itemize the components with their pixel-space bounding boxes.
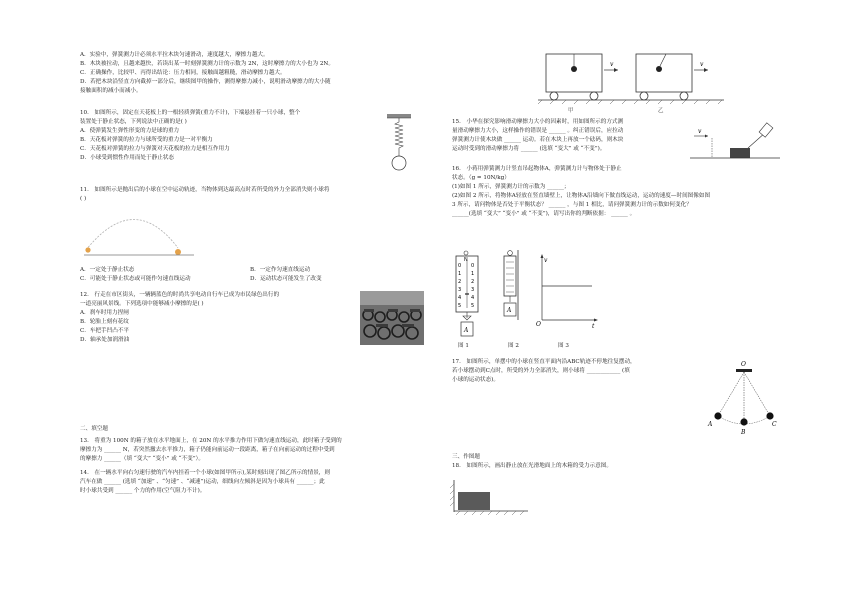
scale-1-left-4: 4 bbox=[458, 295, 462, 301]
q15-line-4: 运动时受到的滑动摩擦力将 ______ (选填 “变大” 或 “不变”)。 bbox=[452, 146, 606, 153]
wall-scale-figure-2 bbox=[502, 250, 522, 320]
q15-line-3: 弹簧测力计使木块做 ______ 运动。若在木块上再放一个砝码，则木块 bbox=[452, 137, 624, 144]
block-speed: v bbox=[698, 128, 702, 135]
question-17 bbox=[452, 358, 636, 385]
q9-options bbox=[80, 51, 334, 96]
shared-bikes-photo bbox=[360, 291, 424, 345]
scale-1-left-5: 5 bbox=[458, 303, 462, 309]
q9-option-d-cont: 接触面积的减小而减小。 bbox=[80, 88, 142, 95]
projectile-figure bbox=[84, 208, 194, 258]
q16-line-1: 16． 小蒋用弹簧测力计竖直吊起物体A，弹簧测力计与物体处于静止 bbox=[452, 166, 622, 172]
question-14 bbox=[80, 469, 330, 496]
box-on-ground-figure bbox=[452, 478, 532, 518]
section-2-title: 二、填空题 bbox=[80, 426, 108, 432]
section-3-title: 三、作图题 bbox=[452, 454, 480, 460]
q16-line-6: ______(选填 “变大” “变小” 或 “不变”)，请写出你的判断依据： ______ 。 bbox=[452, 211, 636, 218]
q11-stem-1: 11． 如图所示是抛出后的小球在空中运动轨迹，当物体到达最高点时若所受的外力全部消失则小球将 bbox=[80, 187, 330, 193]
q9-option-a: A．实验中，弹簧测力计必须水平拉木块匀速滑动，速度越大，摩擦力越大。 bbox=[80, 52, 269, 58]
q13-line-1: 13． 将重为 100N 的箱子放在水平地面上，在 20N 的水平推力作用下做匀速直线运动，此时箱子受到的 bbox=[80, 438, 342, 444]
q12-stem-1: 12． 行走在市区街头，一辆辆蓝色的时尚共享电动自行车已成为市民绿色出行的 bbox=[80, 292, 280, 298]
q11-options bbox=[80, 266, 420, 284]
object-a-2: A bbox=[507, 307, 512, 314]
question-10 bbox=[80, 109, 300, 163]
q15-line-1: 15． 小华在探究影响滑动摩擦力大小的因素时，用如图所示的方式测 bbox=[452, 119, 624, 125]
cart-b-label: 乙 bbox=[658, 108, 664, 114]
q16-line-5: 3 所示，请问物体是否处于平衡状态？ ______ ，与图 1 相比，请问弹簧测力计的示数如何变化？ bbox=[452, 202, 692, 209]
spring-scale-figure-1 bbox=[452, 250, 482, 338]
cart-b-speed: v bbox=[700, 61, 704, 68]
q9-option-b: B．木块被拉动，且越来越快，若读出某一时刻弹簧测力计的示数为 2N，这时摩擦力的大小也为 2N。 bbox=[80, 61, 334, 68]
question-13 bbox=[80, 437, 342, 464]
section-fill-in bbox=[80, 425, 108, 434]
scale-1-right-1: 1 bbox=[471, 271, 475, 277]
question-15 bbox=[452, 118, 623, 154]
q11-stem-2: ( ) bbox=[80, 196, 87, 203]
point-c-label: C bbox=[772, 421, 777, 428]
spring-ball-figure bbox=[385, 112, 415, 174]
scale-1-left-3: 3 bbox=[458, 287, 462, 293]
scale-1-right-3: 3 bbox=[471, 287, 475, 293]
q17-line-3: 小球的运动状态)。 bbox=[452, 377, 499, 384]
point-b-label: B bbox=[741, 429, 746, 436]
q13-line-2: 摩擦力为 ______ N，若突然撤去水平推力，箱子仍能向前运动一段距离，箱子在向前运动的过程中受到 bbox=[80, 447, 335, 454]
q10-stem-1: 10． 如图所示，固定在天花板上的一根轻质弹簧(重力不计)，下端悬挂着一只小球，整个 bbox=[80, 110, 301, 116]
q12-option-d: D．轴承处加润滑油 bbox=[80, 337, 130, 344]
scale-1-left-1: 1 bbox=[458, 271, 462, 277]
cart-a-label: 甲 bbox=[568, 108, 574, 114]
q16-line-3: (1)如图 1 所示，弹簧测力计的示数为 ______； bbox=[452, 184, 570, 191]
q14-line-1: 14． 在一辆水平向右匀速行驶的汽车内挂着一个小球(如图甲所示),某时刻出现了图乙所示的情景，则 bbox=[80, 470, 330, 476]
caption-fig-2: 图 2 bbox=[508, 343, 519, 349]
question-16 bbox=[452, 165, 710, 219]
q9-option-d: D．若把木块沿竖直方向截掉一部分后，继续图甲的操作，测得摩擦力减小，说明滑动摩擦力的大小随 bbox=[80, 79, 331, 86]
scale-1-left-0: 0 bbox=[458, 263, 462, 269]
q13-line-3: 的摩擦力 ______（填 “变大” “变小” 或 “不变”）。 bbox=[80, 456, 204, 463]
scale-1-right-0: 0 bbox=[471, 263, 475, 269]
q14-line-3: 时小球共受到 ______ 个力的作用(空气阻力不计)。 bbox=[80, 488, 206, 495]
velocity-time-graph-3 bbox=[536, 252, 598, 330]
pendulum-pivot-label: O bbox=[741, 361, 746, 368]
q16-line-2: 状态。（g = 10N/kg） bbox=[452, 175, 510, 182]
q12-option-b: B．轮胎上刻有花纹 bbox=[80, 319, 129, 326]
q9-option-c: C．正确操作，比较甲、丙得出结论：压力相同，接触面越粗糙，滑动摩擦力越大。 bbox=[80, 70, 286, 77]
scale-1-right-4: 4 bbox=[471, 295, 475, 301]
q11-option-a: A．一定处于静止状态 bbox=[80, 267, 135, 273]
q11-option-b: B．一定作匀速直线运动 bbox=[250, 267, 311, 273]
q11-option-d: D．运动状态可能发生了改变 bbox=[250, 276, 322, 283]
section-drawing bbox=[452, 453, 612, 471]
scale-1-right-5: 5 bbox=[471, 303, 475, 309]
friction-block-figure bbox=[690, 122, 780, 162]
q12-stem-2: 一道亮丽风景线。下列选项中能够减小摩擦的是( ) bbox=[80, 301, 204, 308]
question-12 bbox=[80, 291, 279, 345]
scale-1-unit: N bbox=[464, 257, 468, 263]
carts-figure bbox=[538, 52, 724, 114]
q17-line-2: 若小球摆动到C点时，所受的外力全部消失，则小球将 ____________ (填 bbox=[452, 368, 630, 375]
q11-option-c: C．可能处于静止状态或可能作匀速直线运动 bbox=[80, 276, 191, 283]
q17-line-1: 17． 如图所示，单摆中的小球在竖直平面内沿ABC轨迹不停地往复摆动， bbox=[452, 359, 636, 365]
q12-option-a: A．刹车时用力捏闸 bbox=[80, 310, 129, 317]
q18-line: 18． 如图所示，画出静止放在光滑地面上的木箱的受力示意图。 bbox=[452, 463, 612, 470]
q10-option-d: D．小球受到惯性作用而处于静止状态 bbox=[80, 155, 174, 162]
q10-option-b: B．天花板对弹簧的拉力与球所受的重力是一对平衡力 bbox=[80, 137, 213, 144]
q10-stem-2: 装置处于静止状态，下列说法中正确的是( ) bbox=[80, 119, 187, 126]
pendulum-figure bbox=[708, 360, 778, 436]
axis-v-label: v bbox=[544, 257, 548, 264]
q10-option-a: A．使弹簧发生弹性形变的力是球的重力 bbox=[80, 128, 180, 135]
question-11 bbox=[80, 186, 329, 204]
origin-label: O bbox=[536, 321, 541, 328]
q15-line-2: 量滑动摩擦力大小，这样操作的错误是 ______ 。纠正错误后，应拉动 bbox=[452, 128, 624, 135]
q10-option-c: C．天花板对弹簧的拉力与弹簧对天花板的拉力是相互作用力 bbox=[80, 146, 230, 153]
q12-option-c: C．车把手凹凸不平 bbox=[80, 328, 130, 335]
object-a-1: A bbox=[464, 327, 469, 334]
caption-fig-1: 图 1 bbox=[458, 343, 469, 349]
caption-fig-3: 图 3 bbox=[558, 343, 569, 349]
scale-1-right-2: 2 bbox=[471, 279, 475, 285]
scale-1-left-2: 2 bbox=[458, 279, 462, 285]
q14-line-2: 汽车在做 ______ (选填 “加速” 、“匀速” 、“减速”)运动，细线向左倾斜是因为小球具有 ______；此 bbox=[80, 479, 325, 486]
axis-t-label: t bbox=[592, 323, 595, 330]
cart-a-speed: v bbox=[610, 61, 614, 68]
q16-line-4: (2)如图 2 所示，将物体A轻放在竖直墙壁上，让物体A沿墙向下做直线运动，运动的速度—时间图像如图 bbox=[452, 193, 711, 200]
point-a-label: A bbox=[708, 421, 713, 428]
